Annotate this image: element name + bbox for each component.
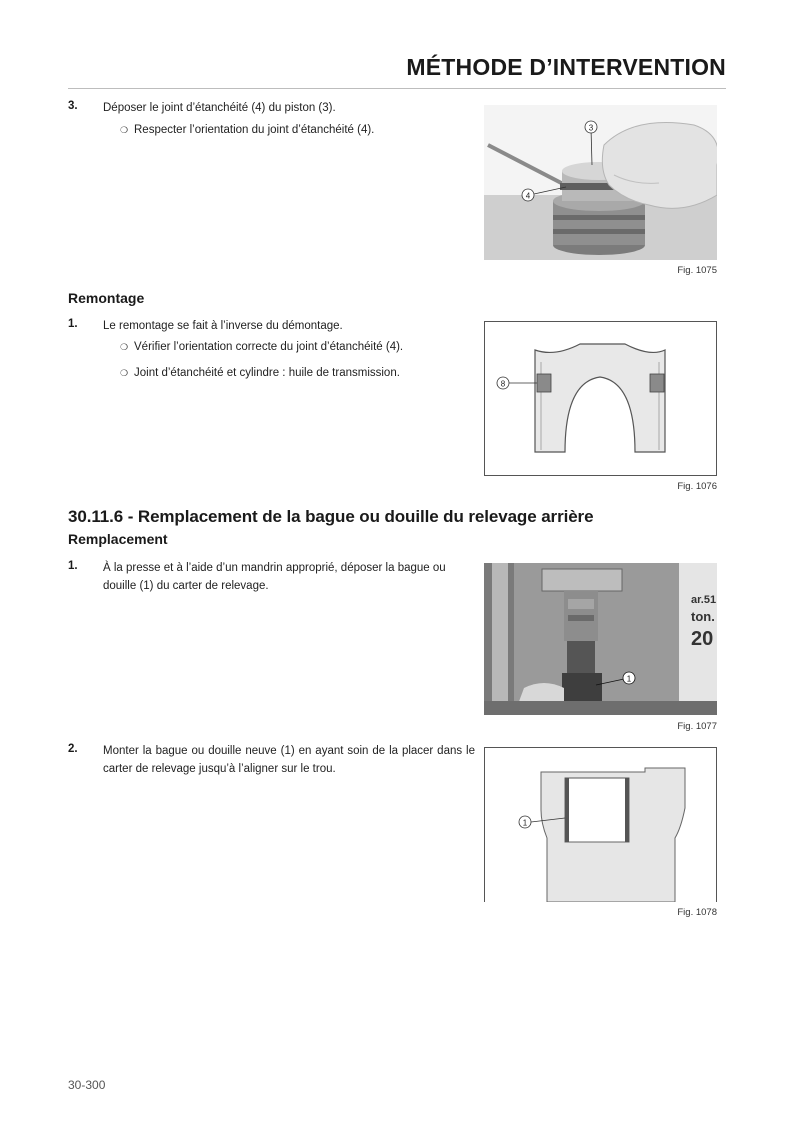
- figure-1078-caption: Fig. 1078: [677, 907, 717, 918]
- figure-1077-photo: [484, 563, 717, 715]
- header-rule: [68, 88, 726, 89]
- figure-1077-photo-label-1: ar.51: [691, 594, 717, 606]
- page-number: 30-300: [68, 1078, 106, 1092]
- figure-1077: [484, 563, 717, 715]
- step-3-number: 3.: [68, 100, 78, 112]
- remontage-step-1-text: Le remontage se fait à l’inverse du démontage.: [103, 320, 343, 332]
- figure-1076-callout-8: 8: [500, 379, 506, 389]
- remontage-note-2-text: Joint d’étanchéité et cylindre : huile de transmission.: [134, 367, 400, 379]
- figure-1075-caption: Fig. 1075: [677, 265, 717, 276]
- figure-1076: [484, 321, 717, 476]
- note-bullet-icon: ❍: [120, 342, 129, 352]
- figure-1078: [484, 747, 717, 902]
- section-step-2-number: 2.: [68, 743, 78, 755]
- figure-1077-photo-label-3: 20: [691, 628, 714, 650]
- section-step-1-number: 1.: [68, 560, 78, 572]
- figure-1077-caption: Fig. 1077: [677, 721, 717, 732]
- figure-1077-callout-1: 1: [626, 674, 632, 684]
- section-title: 30.11.6 - Remplacement de la bague ou douille du relevage arrière: [68, 507, 594, 526]
- note-bullet-icon: ❍: [120, 125, 129, 135]
- remontage-heading: Remontage: [68, 290, 145, 306]
- step-3-note: [120, 124, 470, 136]
- figure-1078-callout-1: 1: [522, 818, 528, 828]
- remontage-note-2: [120, 367, 470, 379]
- figure-1076-drawing: [485, 322, 716, 475]
- note-bullet-icon: ❍: [120, 368, 129, 378]
- remplacement-heading: Remplacement: [68, 531, 168, 547]
- figure-1075-callout-3: 3: [588, 123, 594, 133]
- remontage-step-1-number: 1.: [68, 318, 78, 330]
- step-3-note-text: Respecter l’orientation du joint d’étanchéité (4).: [134, 124, 375, 136]
- figure-1076-caption: Fig. 1076: [677, 481, 717, 492]
- figure-1077-photo-label-2: ton.: [691, 609, 715, 624]
- section-step-1-text: À la presse et à l’aide d’un mandrin approprié, déposer la bague ou douille (1) du carter de relevage.: [103, 562, 446, 592]
- page-header-title: MÉTHODE D’INTERVENTION: [406, 54, 726, 80]
- figure-1078-drawing: [485, 748, 716, 902]
- figure-1075: [484, 105, 717, 260]
- figure-1075-callout-4: 4: [525, 191, 531, 201]
- figure-1075-photo: [484, 105, 717, 260]
- section-step-2-text: Monter la bague ou douille neuve (1) en ayant soin de la placer dans le carter de relevage jusqu’à l’aligner sur le trou.: [103, 745, 475, 775]
- remontage-note-1-text: Vérifier l’orientation correcte du joint d’étanchéité (4).: [134, 341, 404, 353]
- remontage-note-1: [120, 341, 470, 353]
- step-3-text: Déposer le joint d’étanchéité (4) du piston (3).: [103, 102, 336, 114]
